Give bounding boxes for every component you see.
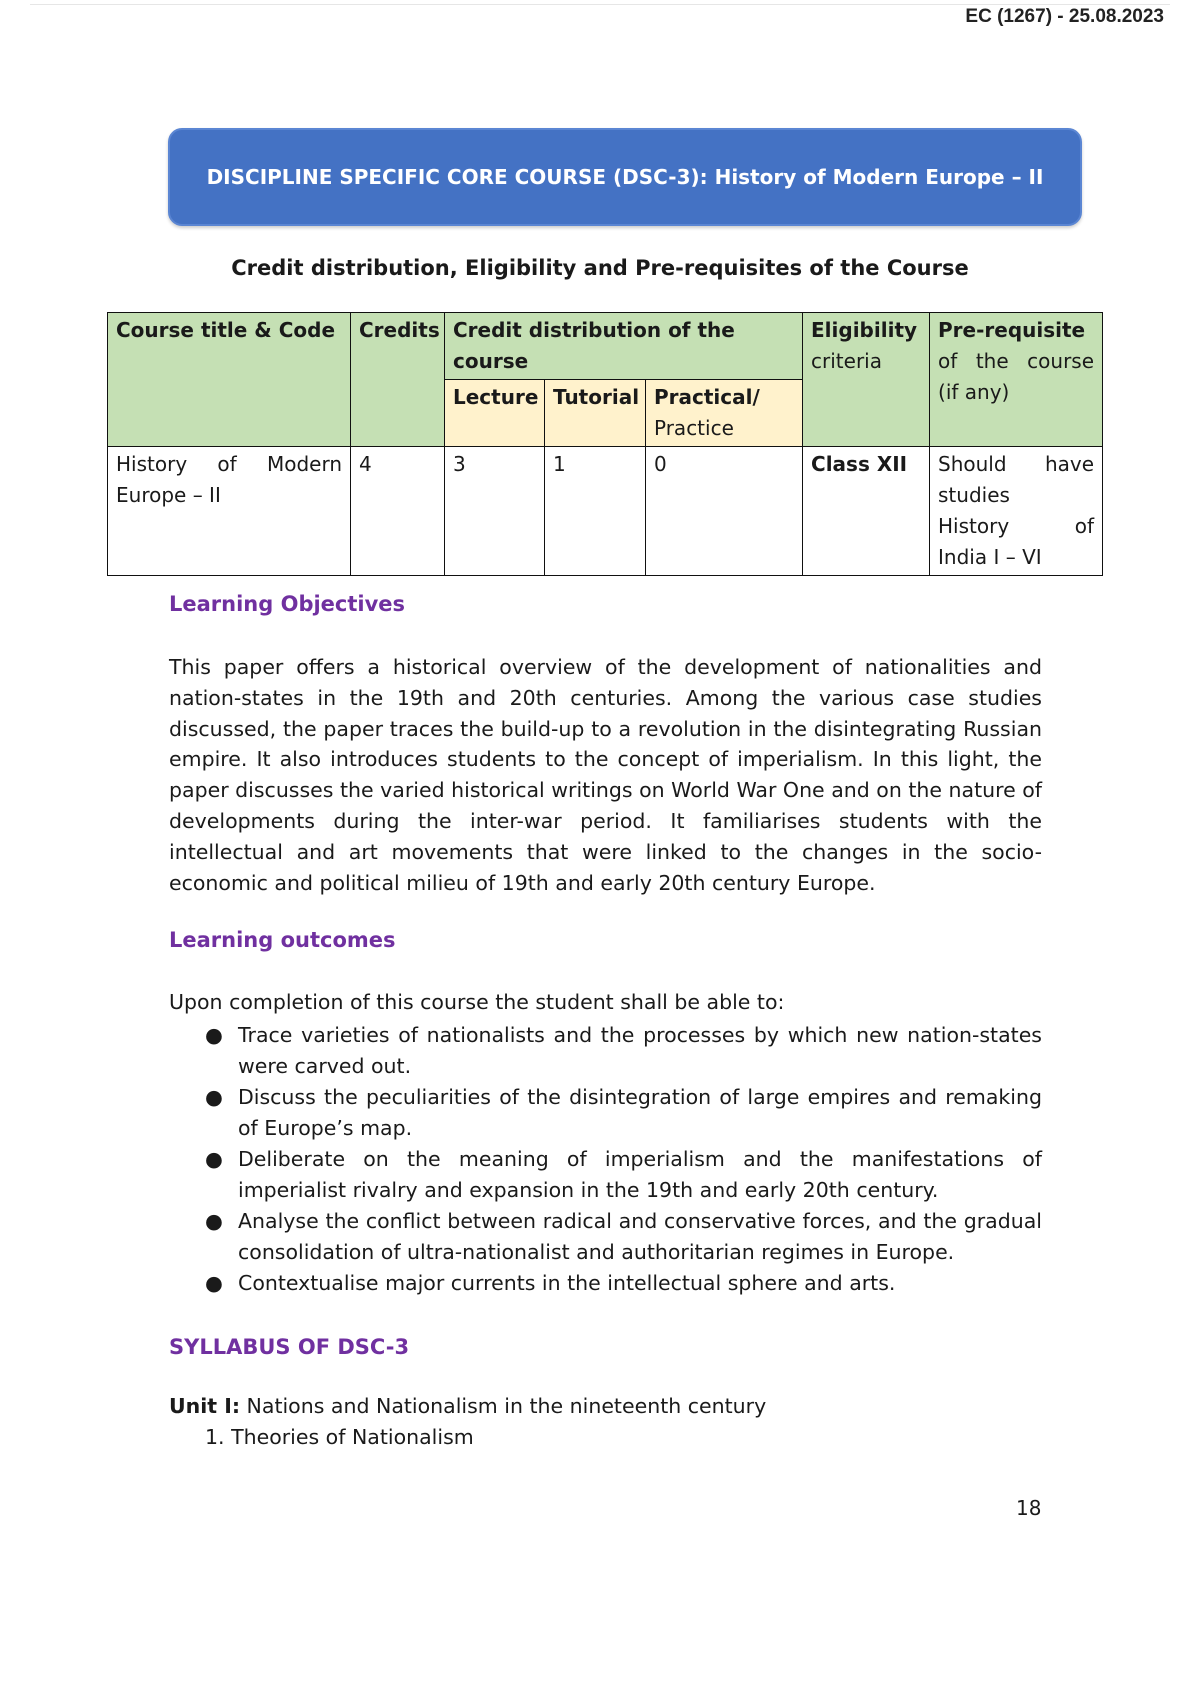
unit-title: [169, 1394, 766, 1418]
unit-name: Nations and Nationalism in the nineteenth century: [240, 1394, 767, 1418]
header-lecture: Lecture: [445, 380, 545, 447]
header-credits: Credits: [351, 313, 445, 447]
header-prerequisite: Pre-requisite of the course (if any): [930, 313, 1103, 447]
learning-outcomes-intro: Upon completion of this course the student shall be able to:: [169, 990, 785, 1014]
list-item: ● Contextualise major currents in the intellectual sphere and arts.: [238, 1268, 1042, 1299]
header-eligibility: Eligibility criteria: [803, 313, 930, 447]
syllabus-heading: SYLLABUS OF DSC-3: [169, 1335, 410, 1359]
list-item: ● Trace varieties of nationalists and the processes by which new nation-states were carved out.: [238, 1020, 1042, 1082]
cell-practical: 0: [646, 447, 803, 576]
cell-lecture: 3: [445, 447, 545, 576]
header-practical: Practical/ Practice: [646, 380, 803, 447]
cell-course-title: History of Modern Europe – II: [108, 447, 351, 576]
learning-objectives-text: This paper offers a historical overview of the development of nationalities and nation-states in the 19th and 20th centuries. Among the various case studies discussed, the paper traces the build-up to a revolution in the disintegrating Russian empire. It also introduces students to the concept of imperialism. In this light, the paper discusses the varied historical writings on World War One and on the nature of developments during the inter-war period. It familiarises students with the intellectual and art movements that were linked to the changes in the socio-economic and political milieu of 19th and early 20th century Europe.: [169, 655, 1042, 895]
list-item: ● Deliberate on the meaning of imperialism and the manifestations of imperialist rivalry and expansion in the 19th and early 20th century.: [238, 1144, 1042, 1206]
credit-distribution-table: [107, 312, 1103, 576]
page-number: 18: [1016, 1496, 1042, 1520]
header-course-title: Course title & Code: [108, 313, 351, 447]
top-rule: [30, 4, 1170, 5]
syllabus-item: 1. Theories of Nationalism: [205, 1425, 474, 1449]
cell-eligibility: Class XII: [803, 447, 930, 576]
unit-label: Unit I:: [169, 1394, 241, 1418]
bullet-icon: ●: [205, 1271, 223, 1295]
cell-credits: 4: [351, 447, 445, 576]
list-item: ● Discuss the peculiarities of the disintegration of large empires and remaking of Europe’s map.: [238, 1082, 1042, 1144]
header-tutorial: Tutorial: [545, 380, 646, 447]
bullet-icon: ●: [205, 1147, 223, 1171]
bullet-icon: ●: [205, 1085, 223, 1109]
credit-section-title: Credit distribution, Eligibility and Pre-requisites of the Course: [231, 256, 969, 280]
list-item: ● Analyse the conflict between radical and conservative forces, and the gradual consolidation of ultra-nationalist and authoritarian regimes in Europe.: [238, 1206, 1042, 1268]
cell-prerequisite: Should have studies History of India I – VI: [930, 447, 1103, 576]
cell-tutorial: 1: [545, 447, 646, 576]
course-title: DISCIPLINE SPECIFIC CORE COURSE (DSC-3): History of Modern Europe – II: [206, 165, 1044, 189]
bullet-icon: ●: [205, 1209, 223, 1233]
learning-outcomes-list: [169, 1020, 1042, 1299]
document-reference: EC (1267) - 25.08.2023: [965, 6, 1164, 27]
learning-objectives-heading: Learning Objectives: [169, 592, 406, 616]
learning-outcomes-heading: Learning outcomes: [169, 928, 396, 952]
bullet-icon: ●: [205, 1023, 223, 1047]
header-credit-distribution: Credit distribution of the course: [445, 313, 803, 380]
table-row: [108, 447, 1103, 576]
course-title-banner: [168, 128, 1082, 226]
